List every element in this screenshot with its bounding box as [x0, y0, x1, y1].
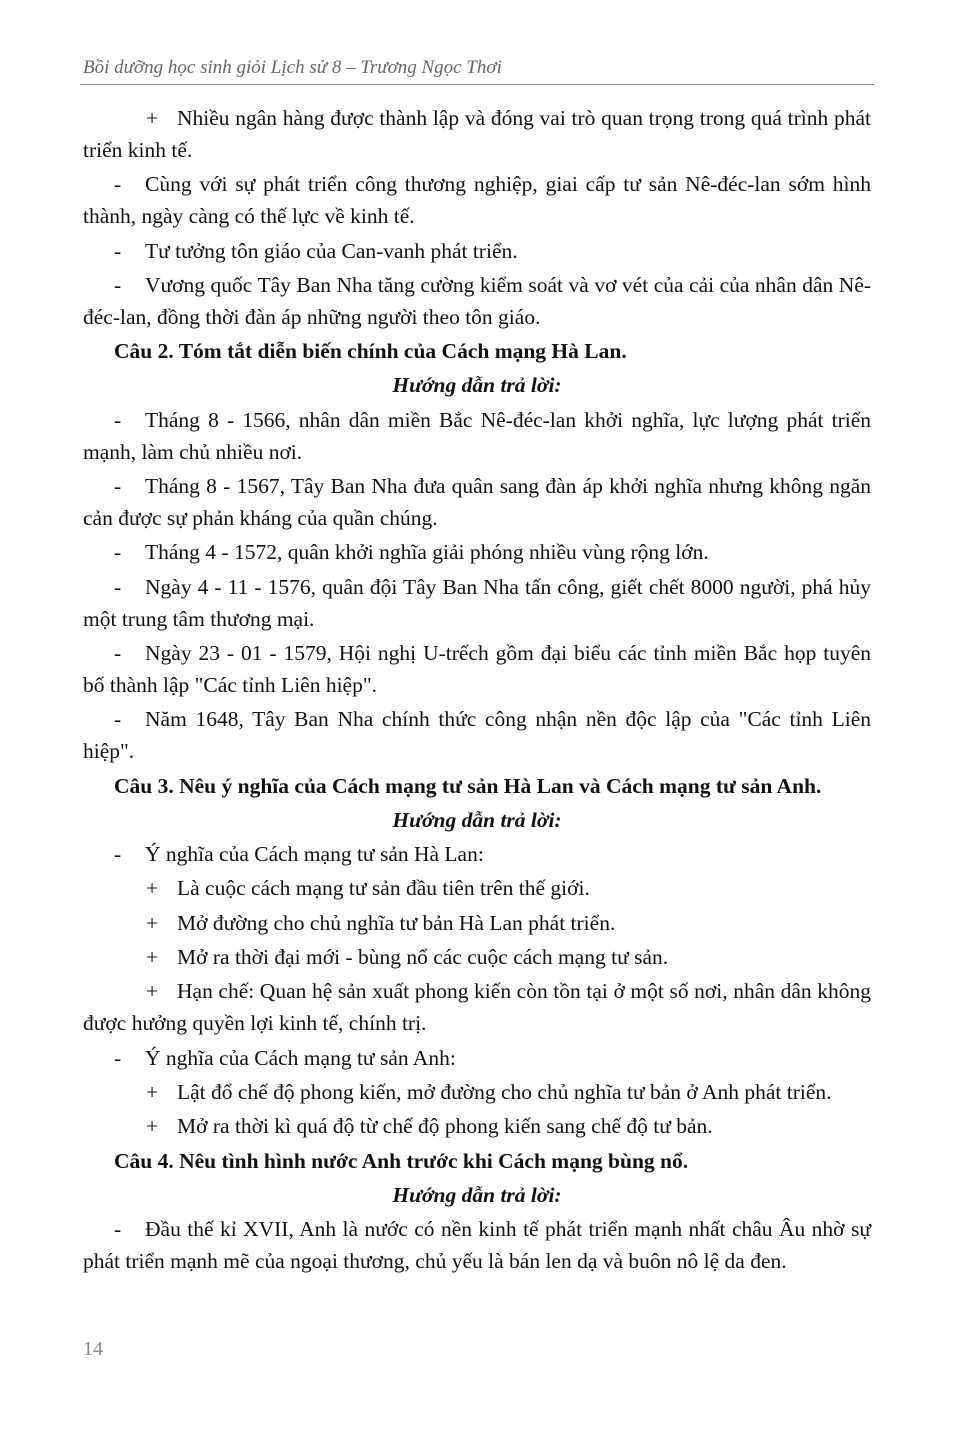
plus-bullet: +	[146, 910, 159, 935]
paragraph-text: Hướng dẫn trả lời:	[392, 1182, 562, 1207]
plus-bullet: +	[146, 876, 159, 901]
dash-bullet: -	[114, 842, 122, 867]
plus-bullet: +	[146, 1079, 159, 1104]
list-item	[83, 404, 871, 468]
paragraph-text: Tháng 8 - 1567, Tây Ban Nha đưa quân sang đàn áp khởi nghĩa nhưng không ngăn cản được sự phản kháng của quần chúng.	[83, 474, 871, 531]
dash-bullet: -	[114, 407, 122, 432]
list-item	[83, 838, 871, 870]
list-item	[83, 269, 871, 333]
dash-bullet: -	[114, 640, 122, 665]
dash-bullet: -	[114, 707, 122, 732]
paragraph-text: Là cuộc cách mạng tư sản đầu tiên trên thế giới.	[177, 876, 590, 901]
question-heading	[83, 335, 871, 367]
list-item	[83, 1042, 871, 1074]
list-item	[83, 941, 871, 973]
answer-guide-label	[83, 1179, 871, 1211]
paragraph-text: Vương quốc Tây Ban Nha tăng cường kiểm soát và vơ vét của cải của nhân dân Nê-đéc-lan, đồng thời đàn áp những người theo tôn giáo.	[83, 272, 871, 329]
list-item	[83, 703, 871, 767]
dash-bullet: -	[114, 238, 122, 263]
dash-bullet: -	[114, 474, 122, 499]
question-heading	[83, 1145, 871, 1177]
paragraph-text: Lật đổ chế độ phong kiến, mở đường cho chủ nghĩa tư bản ở Anh phát triển.	[177, 1079, 832, 1104]
list-item	[83, 470, 871, 534]
paragraph-text: Câu 2. Tóm tắt diễn biến chính của Cách mạng Hà Lan.	[114, 339, 627, 364]
dash-bullet: -	[114, 540, 122, 565]
paragraph-text: Hướng dẫn trả lời:	[392, 373, 562, 398]
paragraph-text: Năm 1648, Tây Ban Nha chính thức công nhận nền độc lập của "Các tỉnh Liên hiệp".	[83, 707, 871, 764]
running-header: Bồi dưỡng học sinh giỏi Lịch sử 8 – Trương Ngọc Thơi	[83, 57, 502, 78]
plus-bullet: +	[146, 106, 159, 130]
paragraph-text: Cùng với sự phát triển công thương nghiệp, giai cấp tư sản Nê-đéc-lan sớm hình thành, ngày càng có thế lực về kinh tế.	[83, 172, 871, 229]
dash-bullet: -	[114, 574, 122, 599]
paragraph-text: Ý nghĩa của Cách mạng tư sản Anh:	[145, 1045, 456, 1070]
paragraph-text: Ngày 23 - 01 - 1579, Hội nghị U-trếch gồm đại biểu các tỉnh miền Bắc họp tuyên bố thành lập "Các tỉnh Liên hiệp".	[83, 640, 871, 697]
list-item	[83, 1110, 871, 1142]
paragraph-text: Ý nghĩa của Cách mạng tư sản Hà Lan:	[145, 842, 484, 867]
page-number: 14	[83, 1338, 103, 1360]
paragraph-text: Câu 4. Nêu tình hình nước Anh trước khi Cách mạng bùng nổ.	[114, 1148, 689, 1173]
list-item	[83, 102, 871, 166]
paragraph-text: Câu 3. Nêu ý nghĩa của Cách mạng tư sản Hà Lan và Cách mạng tư sản Anh.	[114, 773, 822, 798]
paragraph-text: Tháng 4 - 1572, quân khởi nghĩa giải phóng nhiều vùng rộng lớn.	[145, 540, 709, 565]
question-heading	[83, 770, 871, 802]
paragraph-text: Đầu thế kỉ XVII, Anh là nước có nền kinh tế phát triển mạnh nhất châu Âu nhờ sự phát triển mạnh mẽ của ngoại thương, chủ yếu là bán len dạ và buôn nô lệ da đen.	[83, 1217, 871, 1274]
dash-bullet: -	[114, 172, 122, 197]
list-item	[83, 907, 871, 939]
list-item	[83, 637, 871, 701]
page-body	[83, 102, 871, 1279]
paragraph-text: Ngày 4 - 11 - 1576, quân đội Tây Ban Nha tấn công, giết chết 8000 người, phá hủy một trung tâm thương mại.	[83, 574, 871, 631]
header-divider	[80, 84, 874, 85]
plus-bullet: +	[146, 979, 159, 1004]
paragraph-text: Hướng dẫn trả lời:	[392, 807, 562, 832]
answer-guide-label	[83, 369, 871, 401]
list-item	[83, 168, 871, 232]
paragraph-text: Tư tưởng tôn giáo của Can-vanh phát triển.	[145, 238, 518, 263]
list-item	[83, 872, 871, 904]
dash-bullet: -	[114, 1045, 122, 1070]
paragraph-text: Hạn chế: Quan hệ sản xuất phong kiến còn tồn tại ở một số nơi, nhân dân không được hưởng quyền lợi kinh tế, chính trị.	[83, 979, 871, 1036]
paragraph-text: Mở đường cho chủ nghĩa tư bản Hà Lan phát triển.	[177, 910, 616, 935]
dash-bullet: -	[114, 272, 122, 297]
paragraph-text: Mở ra thời đại mới - bùng nổ các cuộc cách mạng tư sản.	[177, 945, 669, 970]
plus-bullet: +	[146, 1114, 159, 1139]
list-item	[83, 1213, 871, 1277]
list-item	[83, 235, 871, 267]
list-item	[83, 1076, 871, 1108]
list-item	[83, 571, 871, 635]
paragraph-text: Nhiều ngân hàng được thành lập và đóng vai trò quan trọng trong quá trình phát triển kinh tế.	[83, 106, 871, 162]
answer-guide-label	[83, 804, 871, 836]
dash-bullet: -	[114, 1217, 122, 1242]
paragraph-text: Mở ra thời kì quá độ từ chế độ phong kiến sang chế độ tư bản.	[177, 1114, 713, 1139]
paragraph-text: Tháng 8 - 1566, nhân dân miền Bắc Nê-đéc-lan khởi nghĩa, lực lượng phát triển mạnh, làm chủ nhiều nơi.	[83, 407, 871, 464]
plus-bullet: +	[146, 945, 159, 970]
list-item	[83, 975, 871, 1039]
list-item	[83, 536, 871, 568]
